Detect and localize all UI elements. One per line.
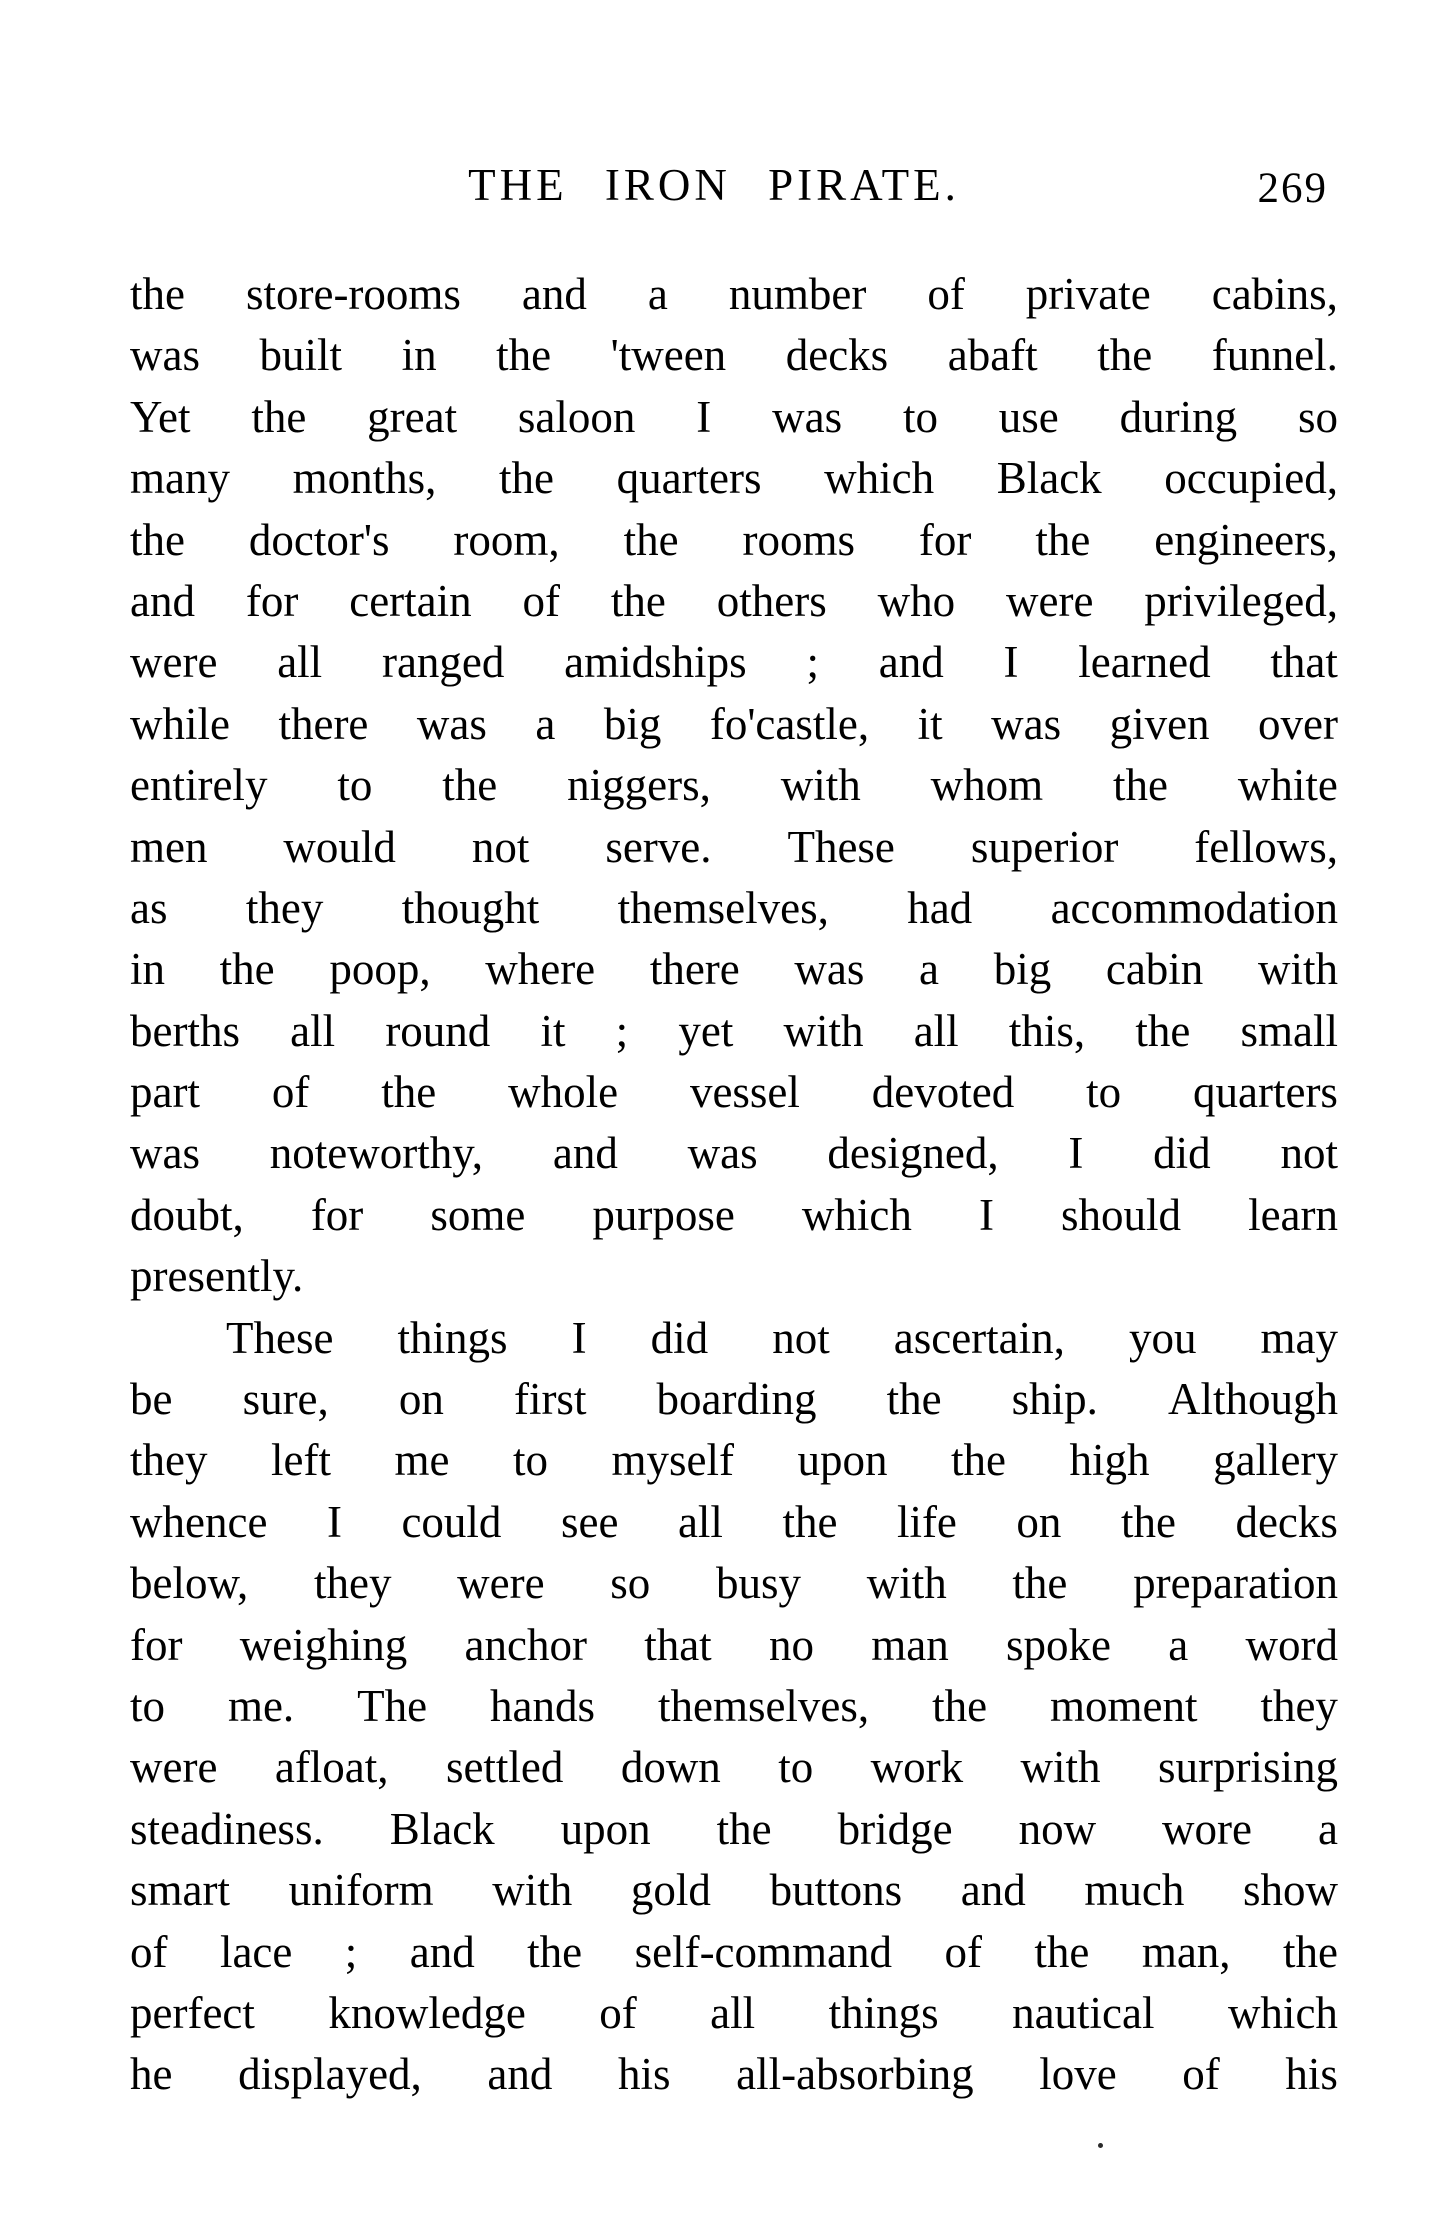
word: where (485, 944, 596, 995)
text-line (130, 1248, 1338, 1309)
word: was (130, 330, 200, 381)
word: spoke (1005, 1619, 1111, 1670)
word: his (618, 2049, 671, 2100)
word: the (1035, 514, 1091, 565)
word: for (310, 1189, 364, 1240)
word: with (783, 1005, 864, 1056)
word: all (710, 1987, 756, 2038)
word: things (397, 1312, 508, 1363)
word: ranged (381, 637, 505, 688)
text-line (130, 634, 1338, 695)
word: room, (453, 514, 560, 565)
word: to (778, 1742, 814, 1793)
word: all (290, 1005, 336, 1056)
word: was (687, 1128, 758, 1179)
word: the (610, 575, 666, 626)
word: the (1034, 1926, 1090, 1977)
word: was (772, 391, 843, 442)
word: settled (445, 1742, 564, 1793)
word: busy (716, 1558, 802, 1609)
word: presently. (130, 1251, 304, 1302)
word: me (394, 1435, 450, 1486)
word: buttons (769, 1865, 903, 1916)
word: no (768, 1619, 814, 1670)
word: had (907, 882, 973, 933)
word: great (367, 391, 458, 442)
word: a (647, 269, 668, 319)
word: hands (490, 1680, 596, 1731)
word: the (498, 453, 554, 504)
word: and (552, 1128, 618, 1179)
word: of (130, 1926, 168, 1977)
word: whole (508, 1067, 619, 1118)
text-line (130, 573, 1338, 634)
text-line (130, 1310, 1338, 1371)
word: others (716, 575, 827, 626)
text-line (130, 696, 1338, 757)
word: that (1270, 637, 1338, 688)
page-number: 269 (1257, 165, 1328, 212)
word: down (620, 1742, 721, 1793)
word: engineers, (1154, 514, 1338, 565)
word: of (271, 1067, 310, 1118)
word: gold (630, 1865, 711, 1916)
word: there (649, 944, 740, 995)
word: steadiness. (130, 1803, 324, 1854)
word: some (430, 1189, 526, 1240)
word: sure, (242, 1374, 329, 1425)
word: man (871, 1619, 949, 1670)
word: the (219, 944, 275, 995)
word: private (1025, 269, 1151, 319)
word: men (130, 821, 208, 872)
word: the (130, 269, 185, 319)
word: The (357, 1680, 428, 1731)
word: work (870, 1742, 964, 1793)
text-line (130, 327, 1338, 388)
word: Although (1167, 1374, 1338, 1425)
text-line (130, 1678, 1338, 1739)
text-line (130, 1617, 1338, 1678)
word: to (130, 1680, 166, 1731)
word: the (782, 1496, 838, 1547)
word: who (877, 575, 956, 626)
word: with (780, 760, 861, 811)
word: the (886, 1374, 942, 1425)
word: all (277, 637, 323, 688)
word: ship. (1011, 1374, 1098, 1425)
word: quarters (616, 453, 762, 504)
word: learn (1248, 1189, 1338, 1240)
text-line (130, 880, 1338, 941)
word: and (960, 1865, 1026, 1916)
text-line (130, 757, 1338, 818)
word: and (487, 2049, 553, 2100)
word: see (560, 1496, 619, 1547)
word: it (917, 698, 943, 749)
word: love (1039, 2049, 1117, 2100)
word: there (278, 698, 369, 749)
text-line (130, 1064, 1338, 1125)
word: all (677, 1496, 723, 1547)
word: to (1086, 1067, 1122, 1118)
word: store-rooms (245, 269, 461, 319)
word: ; (615, 1005, 629, 1056)
text-line (130, 512, 1338, 573)
word: I (978, 1189, 994, 1240)
word: noteworthy, (269, 1128, 484, 1179)
word: all (913, 1005, 959, 1056)
word: Black (996, 453, 1102, 504)
word: niggers, (567, 760, 711, 811)
word: vessel (689, 1067, 800, 1118)
word: round (385, 1005, 491, 1056)
word: These (226, 1312, 334, 1363)
word: in (130, 944, 166, 995)
word: themselves, (617, 882, 829, 933)
word: they (1260, 1680, 1338, 1731)
word: saloon (517, 391, 636, 442)
word: many (130, 453, 230, 504)
word: were (1005, 575, 1094, 626)
text-line (130, 1555, 1338, 1616)
word: Black (389, 1803, 495, 1854)
word: white (1237, 760, 1338, 811)
word: abaft (947, 330, 1038, 381)
word: I (1003, 637, 1019, 688)
word: doctor's (248, 514, 390, 565)
word: on (398, 1374, 444, 1425)
word: funnel. (1211, 330, 1338, 381)
word: to (902, 391, 938, 442)
word: the (1113, 760, 1169, 811)
word: designed, (827, 1128, 999, 1179)
word: wore (1162, 1803, 1253, 1854)
word: I (571, 1312, 587, 1363)
word: I (696, 391, 712, 442)
word: moment (1050, 1680, 1198, 1731)
word: with (866, 1558, 947, 1609)
word: much (1084, 1865, 1185, 1916)
word: displayed, (238, 2049, 422, 2100)
word: over (1258, 698, 1338, 749)
word: bridge (837, 1803, 953, 1854)
word: privileged, (1144, 575, 1338, 626)
word: upon (560, 1803, 651, 1854)
word: decks (1235, 1496, 1338, 1547)
word: of (1182, 2049, 1220, 2100)
text-line (130, 1494, 1338, 1555)
text-line (130, 1985, 1338, 2046)
word: surprising (1157, 1742, 1338, 1793)
word: purpose (592, 1189, 735, 1240)
word: they (245, 882, 324, 933)
word: it (540, 1005, 566, 1056)
word: weighing (239, 1619, 408, 1670)
text-line (130, 1187, 1338, 1248)
word: things (828, 1987, 939, 2038)
word: and (521, 269, 587, 319)
word: big (603, 698, 662, 749)
word: they (130, 1435, 208, 1486)
word: thought (401, 882, 540, 933)
word: uniform (288, 1865, 434, 1916)
word: upon (797, 1435, 888, 1486)
word: may (1260, 1312, 1338, 1363)
word: so (1297, 391, 1338, 442)
text-line (130, 1003, 1338, 1064)
word: high (1069, 1435, 1150, 1486)
word: occupied, (1164, 453, 1338, 504)
word: smart (130, 1865, 230, 1916)
word: while (130, 698, 230, 749)
word: of (599, 1987, 637, 2038)
text-line (130, 819, 1338, 880)
word: the (716, 1803, 772, 1854)
word: this, (1008, 1005, 1086, 1056)
word: did (650, 1312, 709, 1363)
word: certain (349, 575, 472, 626)
word: he (130, 2049, 173, 2100)
word: the (1120, 1496, 1176, 1547)
word: not (471, 821, 530, 872)
text-line (130, 941, 1338, 1002)
word: gallery (1213, 1435, 1338, 1486)
text-line (130, 1125, 1338, 1186)
text-line (130, 450, 1338, 511)
word: ; (806, 637, 819, 688)
word: a (535, 698, 556, 749)
word: to (337, 760, 373, 811)
word: as (130, 882, 168, 933)
word: and (409, 1926, 475, 1977)
word: did (1153, 1128, 1211, 1179)
word: entirely (130, 760, 268, 811)
word: nautical (1012, 1987, 1155, 2038)
scan-speck (1098, 2143, 1103, 2148)
text-line (130, 266, 1338, 327)
word: ascertain, (893, 1312, 1065, 1363)
word: lace (219, 1926, 293, 1977)
word: which (1227, 1987, 1338, 2038)
word: of (944, 1926, 982, 1977)
word: boarding (656, 1374, 817, 1425)
word: the (381, 1067, 437, 1118)
word: given (1109, 698, 1210, 749)
word: themselves, (657, 1680, 870, 1731)
word: the (623, 514, 679, 565)
word: first (513, 1374, 587, 1425)
word: knowledge (328, 1987, 526, 2038)
text-line (130, 2046, 1338, 2107)
word: poop, (329, 944, 431, 995)
word: be (130, 1374, 173, 1425)
word: the (527, 1926, 583, 1977)
word: learned (1078, 637, 1211, 688)
word: with (1020, 1742, 1101, 1793)
word: cabins, (1211, 269, 1338, 319)
word: a (1168, 1619, 1189, 1670)
word: life (896, 1496, 957, 1547)
word: the (442, 760, 498, 811)
word: were (457, 1558, 545, 1609)
word: would (283, 821, 396, 872)
text-line (130, 1801, 1338, 1862)
word: Yet (130, 391, 191, 442)
word: which (801, 1189, 912, 1240)
word: were (130, 1742, 218, 1793)
text-line (130, 1432, 1338, 1493)
word: below, (130, 1558, 249, 1609)
word: not (1280, 1128, 1338, 1179)
word: decks (785, 330, 889, 381)
word: These (787, 821, 895, 872)
word: superior (970, 821, 1119, 872)
word: could (401, 1496, 502, 1547)
word: part (130, 1067, 200, 1118)
word: perfect (130, 1987, 255, 2038)
word: a (919, 944, 940, 995)
word: and (130, 575, 195, 626)
word: for (245, 575, 299, 626)
word: built (259, 330, 343, 381)
word: rooms (742, 514, 855, 565)
word: fo'castle, (709, 698, 870, 749)
word: myself (611, 1435, 734, 1486)
word: the (951, 1435, 1007, 1486)
word: amidships (564, 637, 747, 688)
word: number (728, 269, 867, 319)
word: ; (344, 1926, 358, 1977)
word: quarters (1193, 1067, 1338, 1118)
word: afloat, (274, 1742, 389, 1793)
word: use (998, 391, 1059, 442)
word: big (993, 944, 1052, 995)
word: with (1257, 944, 1338, 995)
text-line (130, 1924, 1338, 1985)
body-text (130, 266, 1338, 2108)
word: with (492, 1865, 573, 1916)
word: the (1135, 1005, 1191, 1056)
word: preparation (1133, 1558, 1338, 1609)
word: to (512, 1435, 548, 1486)
word: anchor (464, 1619, 587, 1670)
word: on (1016, 1496, 1062, 1547)
word: yet (678, 1005, 734, 1056)
word: whence (130, 1496, 268, 1547)
word: a (1318, 1803, 1338, 1854)
word: was (794, 944, 865, 995)
word: all-absorbing (736, 2049, 974, 2100)
word: you (1128, 1312, 1197, 1363)
text-line (130, 1862, 1338, 1923)
word: was (991, 698, 1062, 749)
page-header (130, 160, 1338, 210)
word: in (401, 330, 437, 381)
word: his (1285, 2049, 1338, 2100)
word: of (927, 269, 965, 319)
word: the (130, 514, 185, 565)
word: should (1061, 1189, 1182, 1240)
word: 'tween (610, 330, 727, 381)
word: of (522, 575, 561, 626)
word: devoted (871, 1067, 1015, 1118)
word: and (878, 637, 944, 688)
word: I (1068, 1128, 1084, 1179)
page-title: THE IRON PIRATE. (468, 160, 960, 210)
word: now (1018, 1803, 1097, 1854)
word: so (610, 1558, 651, 1609)
word: the (932, 1680, 988, 1731)
text-line (130, 1371, 1338, 1432)
word: which (824, 453, 935, 504)
word: cabin (1105, 944, 1204, 995)
word: me. (227, 1680, 295, 1731)
word: self-command (634, 1926, 893, 1977)
word: was (130, 1128, 200, 1179)
word: accommodation (1050, 882, 1338, 933)
word: serve. (605, 821, 712, 872)
word: not (772, 1312, 830, 1363)
word: I (326, 1496, 342, 1547)
word: months, (292, 453, 437, 504)
word: berths (130, 1005, 240, 1056)
word: whom (930, 760, 1044, 811)
text-line (130, 389, 1338, 450)
word: doubt, (130, 1189, 244, 1240)
word: left (271, 1435, 331, 1486)
word: fellows, (1194, 821, 1338, 872)
word: were (130, 637, 218, 688)
word: they (314, 1558, 392, 1609)
word: the (1282, 1926, 1338, 1977)
word: was (416, 698, 487, 749)
word: that (644, 1619, 712, 1670)
word: the (1012, 1558, 1068, 1609)
word: man, (1141, 1926, 1231, 1977)
word: for (918, 514, 972, 565)
word: word (1245, 1619, 1338, 1670)
word: during (1119, 391, 1238, 442)
word: small (1240, 1005, 1338, 1056)
word: the (1097, 330, 1153, 381)
word: the (251, 391, 307, 442)
word: show (1242, 1865, 1338, 1916)
word: for (130, 1619, 183, 1670)
text-line (130, 1739, 1338, 1800)
word: the (496, 330, 552, 381)
